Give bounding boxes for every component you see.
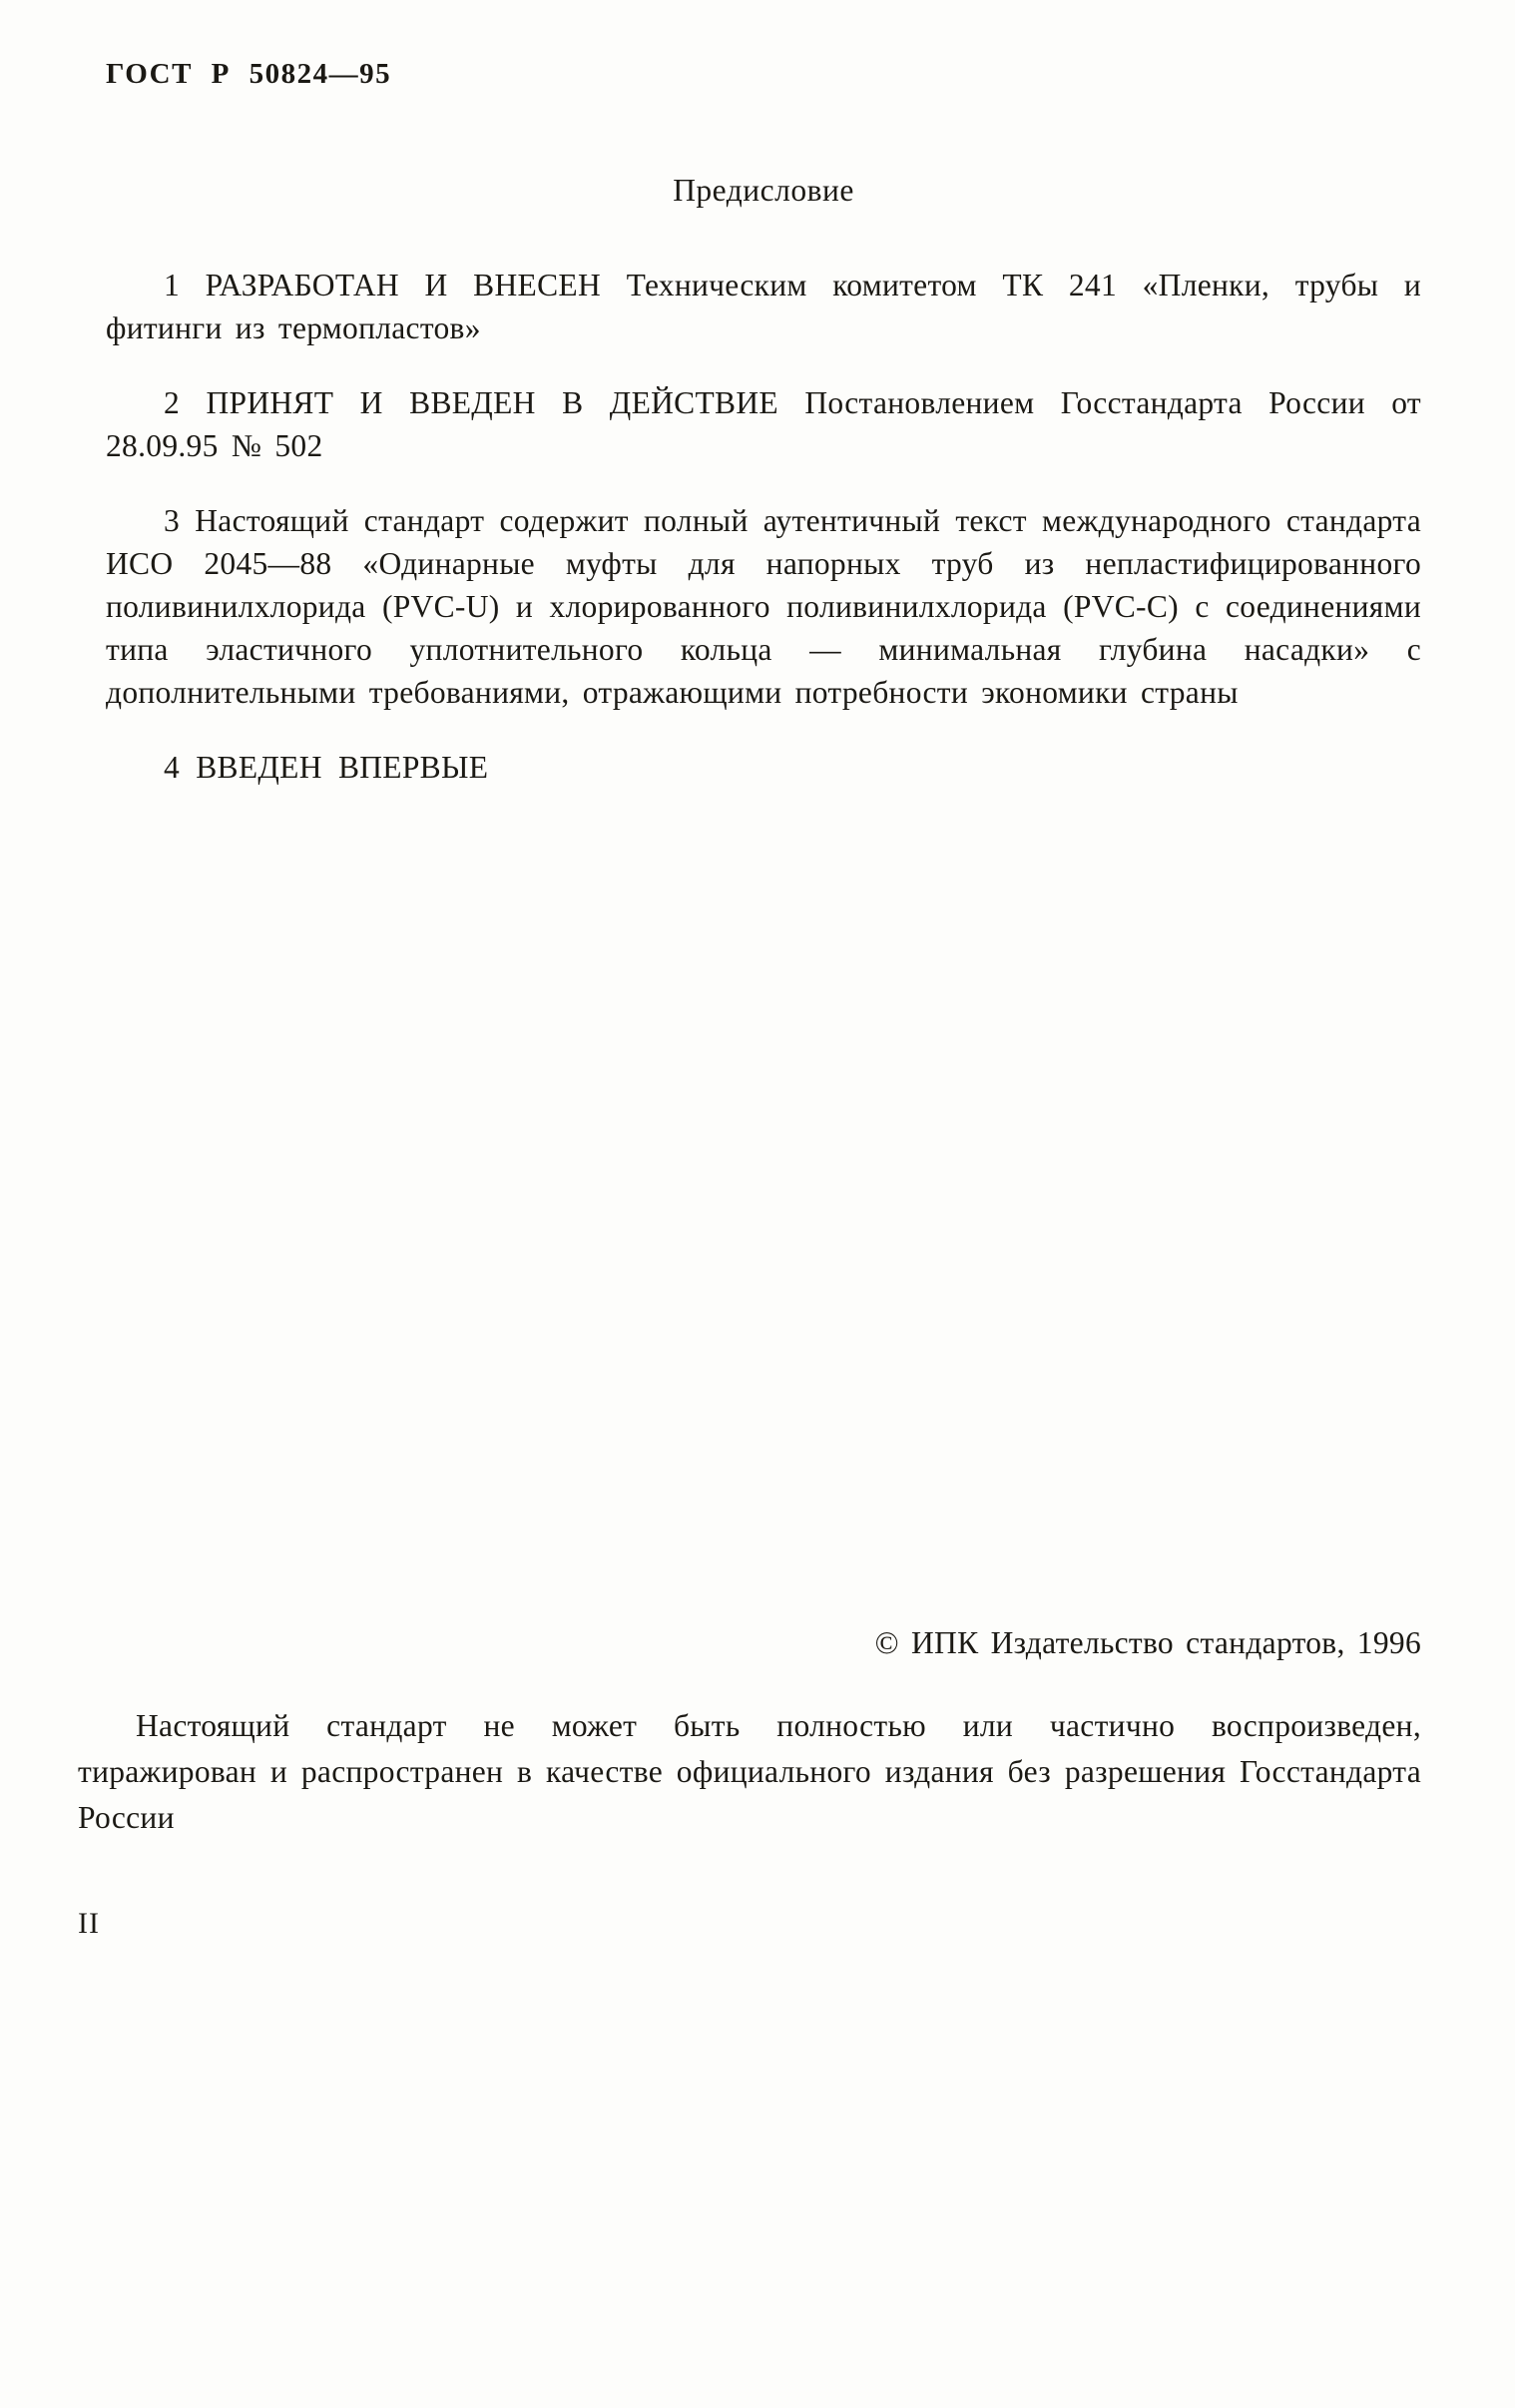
foreword-paragraph-4: 4 ВВЕДЕН ВПЕРВЫЕ (164, 750, 489, 785)
copyright-line: © ИПК Издательство стандартов, 1996 (874, 1625, 1421, 1660)
foreword-paragraph-3: 3 Настоящий стандарт содержит полный аутентичный текст международного стандарта ИСО 2045—88 «Одинарные муфты для напорных труб из непластифицированного поливинилхлорида (PVC-U) и хлорированного поливинилхлорида (PVC-C) с соединениями типа эластичного уплотнительного кольца — минимальная глубина насадки» с дополнительными требованиями, отражающими потребности экономики страны (106, 503, 1421, 710)
page-number: II (78, 1907, 100, 1940)
distribution-notice: Настоящий стандарт не может быть полностью или частично воспроизведен, тиражирован и распространен в качестве официального издания без разрешения Госстандарта России (78, 1708, 1421, 1835)
page-title: Предисловие (673, 173, 854, 208)
foreword-paragraph-2: 2 ПРИНЯТ И ВВЕДЕН В ДЕЙСТВИЕ Постановлением Госстандарта России от 28.09.95 № 502 (106, 385, 1421, 463)
document-code: ГОСТ Р 50824—95 (106, 58, 392, 90)
foreword-paragraph-1: 1 РАЗРАБОТАН И ВНЕСЕН Техническим комитетом ТК 241 «Пленки, трубы и фитинги из термопластов» (106, 268, 1421, 345)
